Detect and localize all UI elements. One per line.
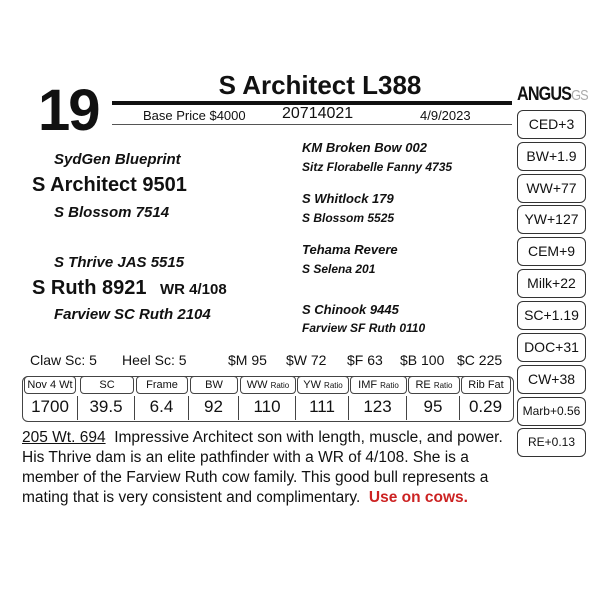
index-m: $M 95: [228, 352, 267, 368]
dam-sire-dam: S Selena 201: [302, 262, 376, 276]
heel-score: Heel Sc: 5: [122, 352, 187, 368]
usage-note: Use on cows.: [368, 489, 468, 506]
dam-sire-sire: Tehama Revere: [302, 242, 398, 257]
epd-cw: CW+38: [517, 365, 586, 394]
sire-dam: S Blossom 7514: [54, 204, 170, 221]
header-label: IMF: [358, 379, 378, 391]
epd-milk: Milk+22: [517, 269, 586, 298]
header-imf-ratio: [350, 376, 407, 394]
epd-ww: WW+77: [517, 174, 586, 203]
value-bw: 92: [204, 397, 223, 416]
header-bw: [190, 376, 238, 394]
header-label: Frame: [146, 379, 178, 391]
header-frame: [136, 376, 188, 394]
dam-sire: S Thrive JAS 5515: [54, 254, 185, 271]
sire-sire: SydGen Blueprint: [54, 151, 181, 168]
sire-dam-sire: S Whitlock 179: [302, 191, 394, 206]
sire-sire-sire: KM Broken Bow 002: [302, 140, 427, 155]
angus-logo-text: ANGUS: [517, 84, 572, 105]
value-ww-ratio: 110: [253, 397, 281, 416]
index-c: $C 225: [457, 352, 503, 368]
header-nov-wt: [24, 376, 76, 394]
header-yw-ratio: [297, 376, 349, 394]
epd-re: RE+0.13: [517, 428, 586, 457]
description: [22, 428, 512, 508]
sire: S Architect 9501: [32, 174, 187, 196]
header-suffix: Ratio: [324, 381, 343, 390]
value-sc: 39.5: [89, 397, 123, 416]
bull-name: S Architect L388: [218, 70, 422, 100]
header-label: SC: [99, 379, 115, 391]
dam-dam: Farview SC Ruth 2104: [54, 306, 211, 323]
dam: S Ruth 8921: [32, 277, 147, 299]
birth-date: 4/9/2023: [420, 108, 471, 123]
index-f: $F 63: [347, 352, 383, 368]
dam-dam-sire: S Chinook 9445: [302, 302, 399, 317]
epd-bw: BW+1.9: [517, 142, 586, 171]
angus-logo: [517, 84, 588, 106]
header-label: RE: [415, 379, 431, 391]
header-label: Rib Fat: [468, 379, 504, 391]
value-frame: 6.4: [149, 397, 174, 416]
angus-logo-suffix: GS: [571, 87, 588, 104]
header-suffix: Ratio: [380, 381, 399, 390]
dam-wr: WR 4/108: [160, 281, 227, 298]
base-price: Base Price $4000: [143, 108, 246, 123]
lot-number: 19: [38, 78, 99, 143]
epd-cem: CEM+9: [517, 237, 586, 266]
value-imf-ratio: 123: [363, 397, 392, 416]
header-sc: [80, 376, 134, 394]
header-label: Nov 4 Wt: [27, 379, 73, 391]
epd-sc: SC+1.19: [517, 301, 586, 330]
claw-score: Claw Sc: 5: [30, 352, 97, 368]
dam-dam-dam: Farview SF Ruth 0110: [302, 321, 426, 335]
value-rib-fat: 0.29: [468, 397, 503, 416]
header-suffix: Ratio: [270, 381, 290, 390]
header-ww-ratio: [240, 376, 296, 394]
value-nov-wt: 1700: [31, 397, 69, 416]
header-rib-fat: [461, 376, 511, 394]
epd-doc: DOC+31: [517, 333, 586, 362]
index-w: $W 72: [286, 352, 327, 368]
header-label: BW: [205, 379, 223, 391]
header-suffix: Ratio: [433, 381, 453, 390]
info-rule: [112, 124, 512, 125]
value-yw-ratio: 111: [309, 397, 335, 416]
sire-dam-dam: S Blossom 5525: [302, 211, 395, 225]
epd-ced: CED+3: [517, 110, 586, 139]
header-label: YW: [303, 379, 321, 391]
header-label: WW: [246, 379, 268, 391]
sire-sire-dam: Sitz Florabelle Fanny 4735: [302, 160, 453, 174]
header-re-ratio: [408, 376, 460, 394]
index-b: $B 100: [400, 352, 445, 368]
weaning-weight: 205 Wt. 694: [22, 429, 106, 446]
value-re-ratio: 95: [423, 397, 443, 416]
description-body: Impressive Architect son with length, muscle, and power. His Thrive dam is an elite pathfinder with a WR of 4/108. She is a member of the Farview Ruth cow family. This good bull represents a mating that is very consistent and complimentary.: [22, 429, 503, 506]
registration-number: 20714021: [282, 105, 354, 122]
epd-marb: Marb+0.56: [517, 397, 586, 426]
epd-yw: YW+127: [517, 205, 586, 234]
